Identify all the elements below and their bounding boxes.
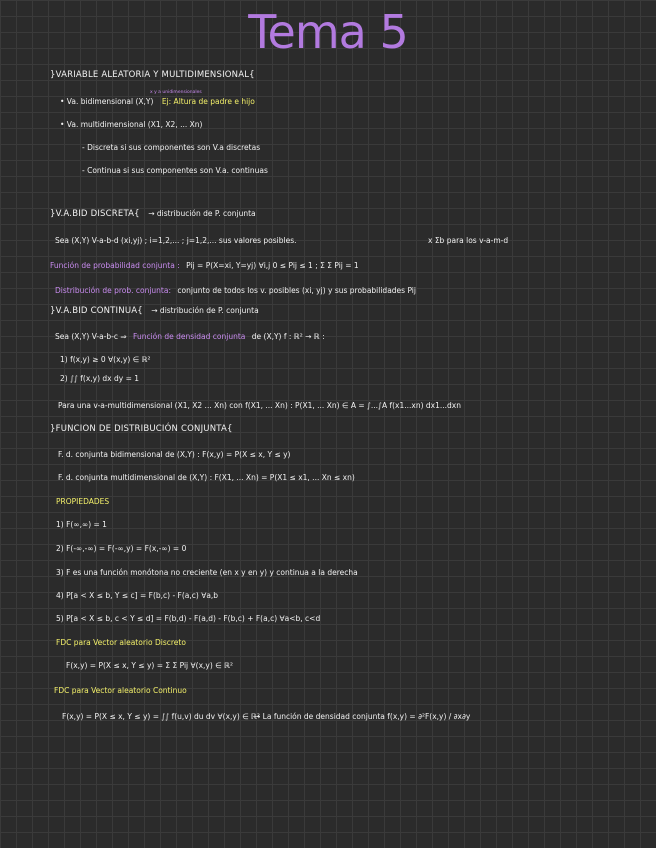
discreta-arrow-text: → distribución de P. conjunta <box>148 209 256 218</box>
densidad-conjunta-end: de (X,Y) f : ℝ² → ℝ : <box>251 332 325 341</box>
fd-multidimensional: F. d. conjunta multidimensional de (X,Y) : F(X1, ... Xn) = P(X1 ≤ x1, ... Xn ≤ xn) <box>58 473 355 482</box>
page-title: Tema 5 <box>248 5 408 59</box>
fd-bidimensional: F. d. conjunta bidimensional de (X,Y) : F(x,y) = P(X ≤ x, Y ≤ y) <box>58 450 291 459</box>
continua-header-line <box>50 306 259 316</box>
fdc-continuo-header: FDC para Vector aleatorio Continuo <box>54 686 187 695</box>
prob-conjunta-line <box>50 261 359 271</box>
discreta-definition: Sea (X,Y) V-a-b-d (xi,yj) ; i=1,2,... ; j=1,2,... sus valores posibles. <box>55 236 297 245</box>
multidimensional-probability: Para una v-a-multidimensional (X1, X2 ... Xn) con f(X1, ... Xn) : P(X1, ... Xn) ∈ A = ∫...∫A f(x1...xn) dx1...dxn <box>58 401 461 410</box>
section-header-discreta: }V.A.BID DISCRETA{ <box>50 209 140 219</box>
va-multidimensional-line: • Va. multidimensional (X1, X2, ... Xn) <box>60 120 203 129</box>
densidad-condition-2: 2) ∫∫ f(x,y) dx dy = 1 <box>60 374 140 383</box>
unidimensional-note: x y a unidimensionales <box>150 90 202 95</box>
continua-line: - Continua si sus componentes son V.a. continuas <box>82 166 268 175</box>
prob-conjunta-formula: Pij = P(X=xi, Y=yj) ∀i,j 0 ≤ Pij ≤ 1 ; Σ Σ Pij = 1 <box>186 261 359 270</box>
propiedades-header: PROPIEDADES <box>56 497 110 506</box>
section-header-variable-aleatoria: }VARIABLE ALEATORIA Y MULTIDIMENSIONAL{ <box>50 70 255 80</box>
fdc-discreto-formula: F(x,y) = P(X ≤ x, Y ≤ y) = Σ Σ Pij ∀(x,y) ∈ ℝ² <box>66 661 234 670</box>
propiedad-2: 2) F(-∞,-∞) = F(-∞,y) = F(x,-∞) = 0 <box>56 544 187 553</box>
va-bidimensional-text: • Va. bidimensional (X,Y) <box>60 97 154 106</box>
discreta-definition-right: x Σb para los v-a-m-d <box>428 236 509 245</box>
fdc-continuo-formula: F(x,y) = P(X ≤ x, Y ≤ y) = ∫∫ f(u,v) du dv ∀(x,y) ∈ ℝ² <box>62 712 260 721</box>
prob-conjunta-label: Función de probabilidad conjunta : <box>50 261 180 270</box>
distribucion-conjunta-text: conjunto de todos los v. posibles (xi, yj) y sus probabilidades Pij <box>177 286 416 295</box>
continua-definition: Sea (X,Y) V-a-b-c ⇒ <box>55 332 127 341</box>
discreta-line: - Discreta si sus componentes son V.a discretas <box>82 143 261 152</box>
continua-arrow-text: → distribución de P. conjunta <box>151 306 259 315</box>
va-bidimensional-line <box>60 97 255 107</box>
section-header-continua: }V.A.BID CONTINUA{ <box>50 306 143 316</box>
fdc-discreto-header: FDC para Vector aleatorio Discreto <box>56 638 186 647</box>
propiedad-4: 4) P[a < X ≤ b, Y ≤ c] = F(b,c) - F(a,c) ∀a,b <box>56 591 219 600</box>
densidad-conjunta-label: Función de densidad conjunta <box>133 332 246 341</box>
distribucion-conjunta-label: Distribución de prob. conjunta: <box>55 286 171 295</box>
propiedad-3: 3) F es una función monótona no creciente (en x y en y) y continua a la derecha <box>56 568 358 577</box>
discreta-header-line <box>50 209 256 219</box>
section-header-funcion-distribucion: }FUNCION DE DISTRIBUCIÓN CONJUNTA{ <box>50 424 233 434</box>
propiedad-1: 1) F(∞,∞) = 1 <box>56 520 107 529</box>
densidad-conjunta-line <box>55 332 325 342</box>
densidad-condition-1: 1) f(x,y) ≥ 0 ∀(x,y) ∈ ℝ² <box>60 355 151 364</box>
fdc-continuo-arrow-text: → La función de densidad conjunta f(x,y) = ∂²F(x,y) / ∂x∂y <box>254 712 471 721</box>
propiedad-5: 5) P[a < X ≤ b, c < Y ≤ d] = F(b,d) - F(a,d) - F(b,c) + F(a,c) ∀a<b, c<d <box>56 614 321 623</box>
distribucion-conjunta-line <box>55 286 416 296</box>
va-bidimensional-example: Ej: Altura de padre e hijo <box>161 97 255 106</box>
